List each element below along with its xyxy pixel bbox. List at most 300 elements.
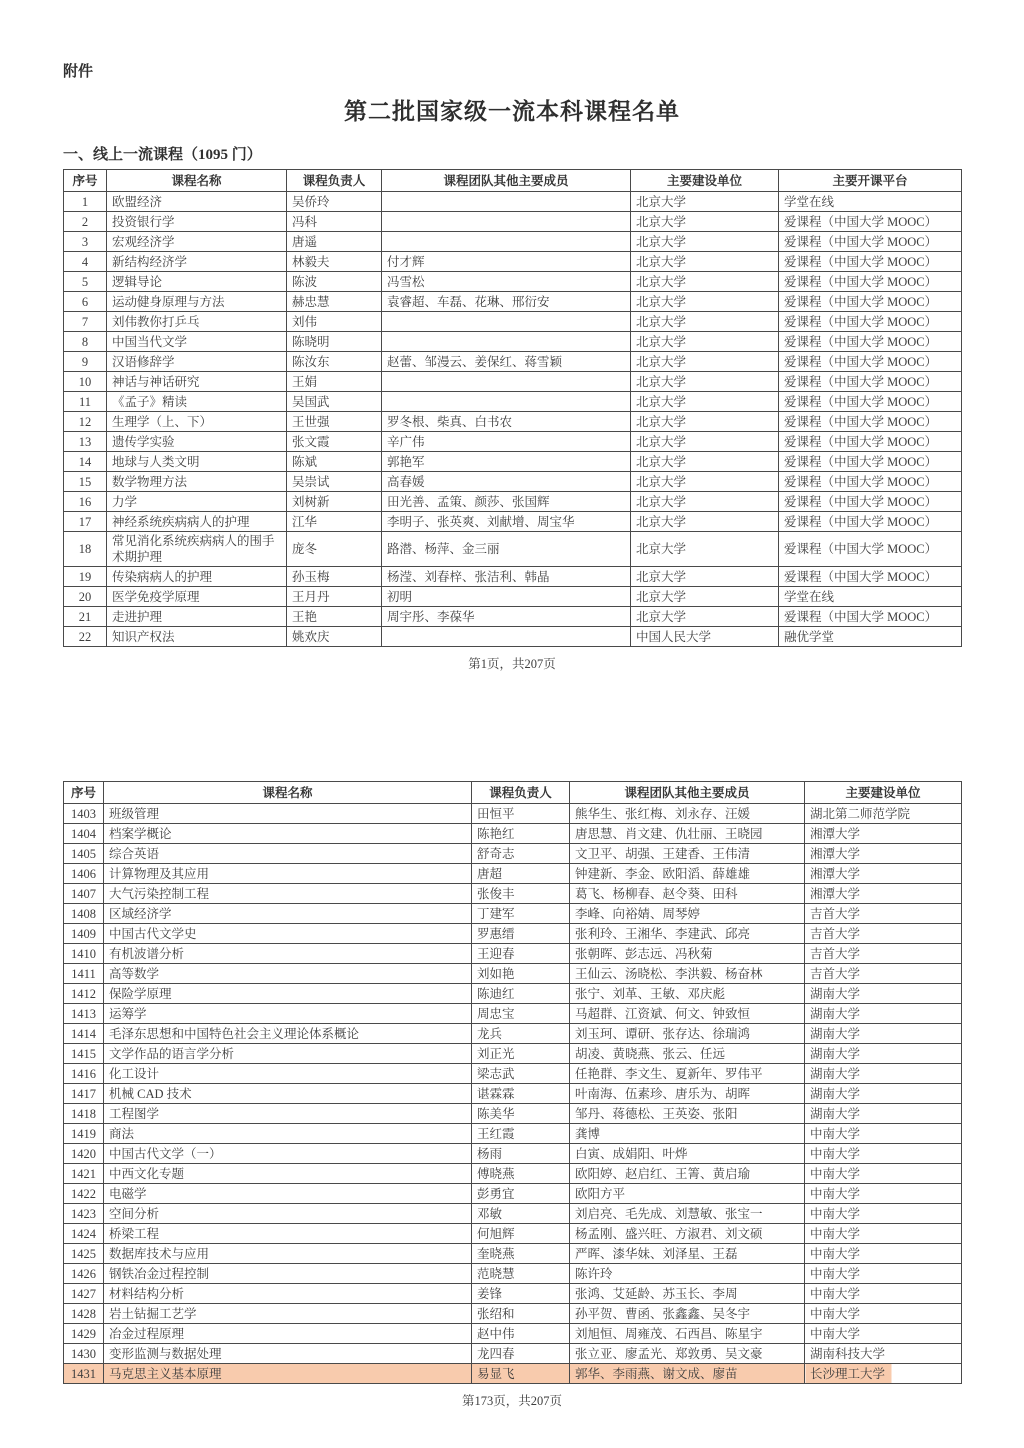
table-cell: 爱课程（中国大学 MOOC） xyxy=(779,212,962,232)
table-cell: 班级管理 xyxy=(104,804,472,824)
table-row xyxy=(64,452,962,472)
table-cell: 刘正光 xyxy=(472,1044,570,1064)
table-row xyxy=(64,472,962,492)
table-cell: 张朝晖、彭志远、冯秋菊 xyxy=(570,944,805,964)
table-cell: 爱课程（中国大学 MOOC） xyxy=(779,372,962,392)
table-cell: 5 xyxy=(64,272,107,292)
table-row xyxy=(64,627,962,647)
table-row xyxy=(64,1144,962,1164)
table-cell: 北京大学 xyxy=(631,492,779,512)
page-break-gap xyxy=(63,672,961,776)
table-cell: 运动健身原理与方法 xyxy=(107,292,287,312)
table-row xyxy=(64,332,962,352)
table-cell: 1423 xyxy=(64,1204,104,1224)
table-cell: 北京大学 xyxy=(631,332,779,352)
table-cell: 张俊丰 xyxy=(472,884,570,904)
table-row xyxy=(64,1164,962,1184)
table-cell: 19 xyxy=(64,567,107,587)
table-cell: 综合英语 xyxy=(104,844,472,864)
table-cell: 投资银行学 xyxy=(107,212,287,232)
table-cell: 欧盟经济 xyxy=(107,192,287,212)
table-cell: 李明子、张英爽、刘献增、周宝华 xyxy=(382,512,631,532)
table-cell: 吴国武 xyxy=(287,392,382,412)
table-cell: 1431 xyxy=(64,1364,104,1384)
table-cell: 学堂在线 xyxy=(779,192,962,212)
table-cell: 叶南海、伍素珍、唐乐为、胡晖 xyxy=(570,1084,805,1104)
table-cell: 湘潭大学 xyxy=(805,824,962,844)
table-cell: 8 xyxy=(64,332,107,352)
table-cell: 白寅、成娟阳、叶烨 xyxy=(570,1144,805,1164)
table-cell: 宏观经济学 xyxy=(107,232,287,252)
table-row xyxy=(64,844,962,864)
table-cell: 毛泽东思想和中国特色社会主义理论体系概论 xyxy=(104,1024,472,1044)
table-cell: 北京大学 xyxy=(631,532,779,567)
table-cell: 江华 xyxy=(287,512,382,532)
table-cell: 刘如艳 xyxy=(472,964,570,984)
table-cell: 刘伟教你打乒乓 xyxy=(107,312,287,332)
table-cell: 北京大学 xyxy=(631,312,779,332)
table-cell: 文卫平、胡强、王建香、王伟清 xyxy=(570,844,805,864)
table-cell: 北京大学 xyxy=(631,232,779,252)
table-cell: 赫忠慧 xyxy=(287,292,382,312)
table-row xyxy=(64,1124,962,1144)
table-cell: 1425 xyxy=(64,1244,104,1264)
table-row xyxy=(64,1184,962,1204)
table-cell: 文学作品的语言学分析 xyxy=(104,1044,472,1064)
table-cell: 大气污染控制工程 xyxy=(104,884,472,904)
table-cell: 7 xyxy=(64,312,107,332)
table-cell: 1407 xyxy=(64,884,104,904)
table-row xyxy=(64,392,962,412)
table-cell xyxy=(382,627,631,647)
table-cell: 冯科 xyxy=(287,212,382,232)
table-cell: 田恒平 xyxy=(472,804,570,824)
attachment-label: 附件 xyxy=(63,64,94,80)
table-cell: 逻辑导论 xyxy=(107,272,287,292)
table-cell: 北京大学 xyxy=(631,292,779,312)
table-cell: 邓敏 xyxy=(472,1204,570,1224)
table-cell: 1424 xyxy=(64,1224,104,1244)
table-cell: 吴崇试 xyxy=(287,472,382,492)
table-cell: 易显飞 xyxy=(472,1364,570,1384)
table-cell: 北京大学 xyxy=(631,472,779,492)
table-cell: 邹丹、蒋德松、王英姿、张阳 xyxy=(570,1104,805,1124)
column-header: 序号 xyxy=(64,170,107,192)
table-cell: 陈迪红 xyxy=(472,984,570,1004)
table-cell: 爱课程（中国大学 MOOC） xyxy=(779,532,962,567)
table-cell: 付才辉 xyxy=(382,252,631,272)
table-cell: 郭华、李雨燕、谢文成、廖苗 xyxy=(570,1364,805,1384)
column-header: 课程名称 xyxy=(104,782,472,804)
table-cell: 1430 xyxy=(64,1344,104,1364)
table-row xyxy=(64,964,962,984)
table-cell: 刘树新 xyxy=(287,492,382,512)
table-cell: 傅晓燕 xyxy=(472,1164,570,1184)
table-cell: 融优学堂 xyxy=(779,627,962,647)
table-cell: 陈晓明 xyxy=(287,332,382,352)
table-cell: 湖南大学 xyxy=(805,1064,962,1084)
table-cell: 吉首大学 xyxy=(805,924,962,944)
table-cell: 运筹学 xyxy=(104,1004,472,1024)
table-row xyxy=(64,1084,962,1104)
table-cell: 湘潭大学 xyxy=(805,884,962,904)
table-cell: 陈汝东 xyxy=(287,352,382,372)
table-cell: 钟建新、李金、欧阳滔、薛雄雄 xyxy=(570,864,805,884)
table-cell: 2 xyxy=(64,212,107,232)
page-number-footer: 第173页，共207页 xyxy=(461,1394,562,1408)
table-cell: 刘旭恒、周雍茂、石西昌、陈星宇 xyxy=(570,1324,805,1344)
table-row xyxy=(64,864,962,884)
table-cell: 梁志武 xyxy=(472,1064,570,1084)
table-cell: 张宁、刘革、王敏、邓庆彪 xyxy=(570,984,805,1004)
highlighted-table-row xyxy=(64,1364,962,1384)
table-cell: 3 xyxy=(64,232,107,252)
table-cell: 刘伟 xyxy=(287,312,382,332)
table-cell: 湖北第二师范学院 xyxy=(805,804,962,824)
table-row xyxy=(64,1264,962,1284)
table-cell: 中国古代文学（一） xyxy=(104,1144,472,1164)
table-cell: 湖南大学 xyxy=(805,1044,962,1064)
table-cell: 姚欢庆 xyxy=(287,627,382,647)
table-row xyxy=(64,212,962,232)
table-cell xyxy=(382,232,631,252)
table-cell: 1416 xyxy=(64,1064,104,1084)
table-row xyxy=(64,884,962,904)
table-cell: 1426 xyxy=(64,1264,104,1284)
table-row xyxy=(64,512,962,532)
table-cell: 周宇彤、李葆华 xyxy=(382,607,631,627)
table-row xyxy=(64,532,962,567)
table-cell: 1415 xyxy=(64,1044,104,1064)
table-row xyxy=(64,192,962,212)
table-cell: 北京大学 xyxy=(631,192,779,212)
table-cell: 罗冬根、柴真、白书农 xyxy=(382,412,631,432)
table-cell: 1411 xyxy=(64,964,104,984)
table-cell: 张绍和 xyxy=(472,1304,570,1324)
table-cell: 唐超 xyxy=(472,864,570,884)
table-cell: 中南大学 xyxy=(805,1204,962,1224)
table-row xyxy=(64,804,962,824)
table-cell xyxy=(382,372,631,392)
table-cell: 生理学（上、下） xyxy=(107,412,287,432)
table-cell: 辛广伟 xyxy=(382,432,631,452)
table-cell: 王月丹 xyxy=(287,587,382,607)
table-cell: 爱课程（中国大学 MOOC） xyxy=(779,252,962,272)
table-cell: 冶金过程原理 xyxy=(104,1324,472,1344)
table-cell: 北京大学 xyxy=(631,372,779,392)
table-row xyxy=(64,984,962,1004)
table-cell: 北京大学 xyxy=(631,412,779,432)
table-cell: 1 xyxy=(64,192,107,212)
table-cell: 1404 xyxy=(64,824,104,844)
table-cell: 孙玉梅 xyxy=(287,567,382,587)
table-cell: 1418 xyxy=(64,1104,104,1124)
column-header: 序号 xyxy=(64,782,104,804)
table-cell: 数据库技术与应用 xyxy=(104,1244,472,1264)
table-cell: 1428 xyxy=(64,1304,104,1324)
table-cell: 爱课程（中国大学 MOOC） xyxy=(779,332,962,352)
table-cell: 林毅夫 xyxy=(287,252,382,272)
table-cell: 数学物理方法 xyxy=(107,472,287,492)
table-cell: 中南大学 xyxy=(805,1144,962,1164)
table-cell: 爱课程（中国大学 MOOC） xyxy=(779,312,962,332)
table-cell: 档案学概论 xyxy=(104,824,472,844)
table-cell: 吉首大学 xyxy=(805,904,962,924)
table-row xyxy=(64,1204,962,1224)
table-row xyxy=(64,607,962,627)
table-cell: 张鸿、艾延龄、苏玉长、李周 xyxy=(570,1284,805,1304)
table-cell: 17 xyxy=(64,512,107,532)
table-cell: 传染病病人的护理 xyxy=(107,567,287,587)
table-cell: 北京大学 xyxy=(631,352,779,372)
table-cell: 中南大学 xyxy=(805,1304,962,1324)
table-cell: 材料结构分析 xyxy=(104,1284,472,1304)
table-cell: 张立亚、廖孟光、郑敦勇、吴文豪 xyxy=(570,1344,805,1364)
table-cell: 严晖、漆华妹、刘泽星、王磊 xyxy=(570,1244,805,1264)
table-cell: 常见消化系统疾病病人的围手术期护理 xyxy=(107,532,287,567)
table-cell: 周忠宝 xyxy=(472,1004,570,1024)
table-row xyxy=(64,587,962,607)
table-cell: 1427 xyxy=(64,1284,104,1304)
table-cell: 湖南大学 xyxy=(805,1084,962,1104)
table-cell: 龙四春 xyxy=(472,1344,570,1364)
table-cell: 湖南科技大学 xyxy=(805,1344,962,1364)
table-row xyxy=(64,312,962,332)
online-courses-table-page1 xyxy=(63,169,962,647)
table-cell xyxy=(382,212,631,232)
table-row xyxy=(64,1004,962,1024)
table-cell: 谌霖霖 xyxy=(472,1084,570,1104)
table-cell: 张利玲、王湘华、李建武、邱亮 xyxy=(570,924,805,944)
table-cell: 初明 xyxy=(382,587,631,607)
table-cell: 计算物理及其应用 xyxy=(104,864,472,884)
table-cell: 中国人民大学 xyxy=(631,627,779,647)
table-cell: 爱课程（中国大学 MOOC） xyxy=(779,452,962,472)
table-row xyxy=(64,232,962,252)
table-cell: 吴侨玲 xyxy=(287,192,382,212)
table-cell: 1429 xyxy=(64,1324,104,1344)
table-row xyxy=(64,904,962,924)
table-cell: 熊华生、张红梅、刘永存、汪媛 xyxy=(570,804,805,824)
table-cell: 爱课程（中国大学 MOOC） xyxy=(779,567,962,587)
table-cell: 工程图学 xyxy=(104,1104,472,1124)
table-cell: 21 xyxy=(64,607,107,627)
table-cell: 北京大学 xyxy=(631,392,779,412)
table-cell: 欧阳婷、赵启红、王箐、黄启瑜 xyxy=(570,1164,805,1184)
table-cell: 刘玉珂、谭研、张存达、徐瑞鸿 xyxy=(570,1024,805,1044)
table-cell xyxy=(382,192,631,212)
table-row xyxy=(64,944,962,964)
table-cell: 16 xyxy=(64,492,107,512)
table-row xyxy=(64,1104,962,1124)
table-cell: 14 xyxy=(64,452,107,472)
table-cell: 变形监测与数据处理 xyxy=(104,1344,472,1364)
table-cell: 中南大学 xyxy=(805,1164,962,1184)
table-cell: 1408 xyxy=(64,904,104,924)
table-cell: 杨孟刚、盛兴旺、方淑君、刘文硕 xyxy=(570,1224,805,1244)
table-cell: 中国古代文学史 xyxy=(104,924,472,944)
table-cell: 走进护理 xyxy=(107,607,287,627)
table-cell: 湖南大学 xyxy=(805,1004,962,1024)
table-cell: 地球与人类文明 xyxy=(107,452,287,472)
table-cell: 孙平贺、曹函、张鑫鑫、吴冬宇 xyxy=(570,1304,805,1324)
table-cell: 李峰、向裕婧、周琴婷 xyxy=(570,904,805,924)
table-cell: 新结构经济学 xyxy=(107,252,287,272)
table-cell xyxy=(382,312,631,332)
table-cell: 王红霞 xyxy=(472,1124,570,1144)
table-cell: 北京大学 xyxy=(631,452,779,472)
table-cell: 力学 xyxy=(107,492,287,512)
table-cell: 陈波 xyxy=(287,272,382,292)
table-cell: 吉首大学 xyxy=(805,944,962,964)
table-cell: 爱课程（中国大学 MOOC） xyxy=(779,492,962,512)
table-cell: 10 xyxy=(64,372,107,392)
table-cell: 爱课程（中国大学 MOOC） xyxy=(779,472,962,492)
table-cell: 湖南大学 xyxy=(805,1024,962,1044)
table-cell: 王世强 xyxy=(287,412,382,432)
table-cell: 爱课程（中国大学 MOOC） xyxy=(779,392,962,412)
table-row xyxy=(64,432,962,452)
column-header: 主要建设单位 xyxy=(805,782,962,804)
table-cell: 中南大学 xyxy=(805,1184,962,1204)
table-header-row xyxy=(64,170,962,192)
table-cell: 龚博 xyxy=(570,1124,805,1144)
table-cell: 爱课程（中国大学 MOOC） xyxy=(779,412,962,432)
table-cell: 18 xyxy=(64,532,107,567)
table-cell: 湖南大学 xyxy=(805,1104,962,1124)
table-cell: 爱课程（中国大学 MOOC） xyxy=(779,352,962,372)
table-cell: 胡凌、黄晓燕、张云、任远 xyxy=(570,1044,805,1064)
table-cell: 姜锋 xyxy=(472,1284,570,1304)
table-cell: 爱课程（中国大学 MOOC） xyxy=(779,272,962,292)
table-cell: 北京大学 xyxy=(631,212,779,232)
table-cell: 高春媛 xyxy=(382,472,631,492)
table-cell: 15 xyxy=(64,472,107,492)
table-cell: 商法 xyxy=(104,1124,472,1144)
table-cell: 中南大学 xyxy=(805,1264,962,1284)
table-cell: 范晓慧 xyxy=(472,1264,570,1284)
table-cell: 爱课程（中国大学 MOOC） xyxy=(779,232,962,252)
table-cell xyxy=(382,332,631,352)
table-row xyxy=(64,1304,962,1324)
table-row xyxy=(64,492,962,512)
table-row xyxy=(64,924,962,944)
table-row xyxy=(64,567,962,587)
table-row xyxy=(64,1224,962,1244)
table-cell: 有机波谱分析 xyxy=(104,944,472,964)
table-cell: 唐思慧、肖文建、仇壮丽、王晓园 xyxy=(570,824,805,844)
table-cell: 奎晓燕 xyxy=(472,1244,570,1264)
table-cell: 赵中伟 xyxy=(472,1324,570,1344)
table-cell: 中南大学 xyxy=(805,1124,962,1144)
table-cell: 1414 xyxy=(64,1024,104,1044)
table-cell: 遗传学实验 xyxy=(107,432,287,452)
table-cell: 9 xyxy=(64,352,107,372)
table-cell: 长沙理工大学 xyxy=(805,1364,962,1384)
table-row xyxy=(64,824,962,844)
table-cell: 区域经济学 xyxy=(104,904,472,924)
table-cell: 1409 xyxy=(64,924,104,944)
table-row xyxy=(64,412,962,432)
table-row xyxy=(64,292,962,312)
table-cell: 1410 xyxy=(64,944,104,964)
column-header: 课程团队其他主要成员 xyxy=(570,782,805,804)
table-cell: 北京大学 xyxy=(631,512,779,532)
table-cell: 陈许玲 xyxy=(570,1264,805,1284)
table-cell: 6 xyxy=(64,292,107,312)
table-row xyxy=(64,1064,962,1084)
table-cell: 保险学原理 xyxy=(104,984,472,1004)
table-cell: 1419 xyxy=(64,1124,104,1144)
column-header: 课程团队其他主要成员 xyxy=(382,170,631,192)
table-cell: 湘潭大学 xyxy=(805,844,962,864)
column-header: 主要开课平台 xyxy=(779,170,962,192)
table-cell: 杨滢、刘春梓、张洁利、韩晶 xyxy=(382,567,631,587)
table-cell: 北京大学 xyxy=(631,587,779,607)
table-cell: 路潜、杨萍、金三丽 xyxy=(382,532,631,567)
table-cell: 赵蕾、邹漫云、姜保红、蒋雪颖 xyxy=(382,352,631,372)
table-cell: 庞冬 xyxy=(287,532,382,567)
table-cell: 陈艳红 xyxy=(472,824,570,844)
table-cell: 爱课程（中国大学 MOOC） xyxy=(779,512,962,532)
table-row xyxy=(64,272,962,292)
column-header: 课程负责人 xyxy=(472,782,570,804)
page-number-footer: 第1页，共207页 xyxy=(468,657,556,671)
table-cell: 杨雨 xyxy=(472,1144,570,1164)
table-cell: 医学免疫学原理 xyxy=(107,587,287,607)
table-cell: 1417 xyxy=(64,1084,104,1104)
table-cell: 彭勇宜 xyxy=(472,1184,570,1204)
table-cell: 北京大学 xyxy=(631,567,779,587)
table-cell: 1405 xyxy=(64,844,104,864)
table-cell: 1421 xyxy=(64,1164,104,1184)
table-cell: 何旭辉 xyxy=(472,1224,570,1244)
table-cell: 丁建军 xyxy=(472,904,570,924)
table-cell: 陈斌 xyxy=(287,452,382,472)
table-cell: 桥梁工程 xyxy=(104,1224,472,1244)
column-header: 课程名称 xyxy=(107,170,287,192)
online-courses-table-page173 xyxy=(63,781,962,1384)
table-cell: 汉语修辞学 xyxy=(107,352,287,372)
table-row xyxy=(64,1284,962,1304)
table-cell: 湘潭大学 xyxy=(805,864,962,884)
column-header: 主要建设单位 xyxy=(631,170,779,192)
table-cell: 岩土钻掘工艺学 xyxy=(104,1304,472,1324)
table-cell: 北京大学 xyxy=(631,252,779,272)
table-cell: 神经系统疾病病人的护理 xyxy=(107,512,287,532)
table-row xyxy=(64,252,962,272)
table-cell: 中南大学 xyxy=(805,1284,962,1304)
table-cell: 陈美华 xyxy=(472,1104,570,1124)
table-cell: 葛飞、杨柳春、赵令葵、田科 xyxy=(570,884,805,904)
table-cell: 爱课程（中国大学 MOOC） xyxy=(779,607,962,627)
table-cell: 北京大学 xyxy=(631,607,779,627)
table-cell: 钢铁冶金过程控制 xyxy=(104,1264,472,1284)
table-cell: 1403 xyxy=(64,804,104,824)
table-cell: 冯雪松 xyxy=(382,272,631,292)
table-cell: 4 xyxy=(64,252,107,272)
section-heading: 一、线上一流课程（1095 门） xyxy=(63,147,262,163)
table-cell: 1422 xyxy=(64,1184,104,1204)
table-cell: 11 xyxy=(64,392,107,412)
table-cell: 张文霞 xyxy=(287,432,382,452)
table-row xyxy=(64,1024,962,1044)
table-cell: 电磁学 xyxy=(104,1184,472,1204)
table-row xyxy=(64,352,962,372)
page-title: 第二批国家级一流本科课程名单 xyxy=(344,99,680,124)
table-cell: 化工设计 xyxy=(104,1064,472,1084)
table-cell xyxy=(382,392,631,412)
